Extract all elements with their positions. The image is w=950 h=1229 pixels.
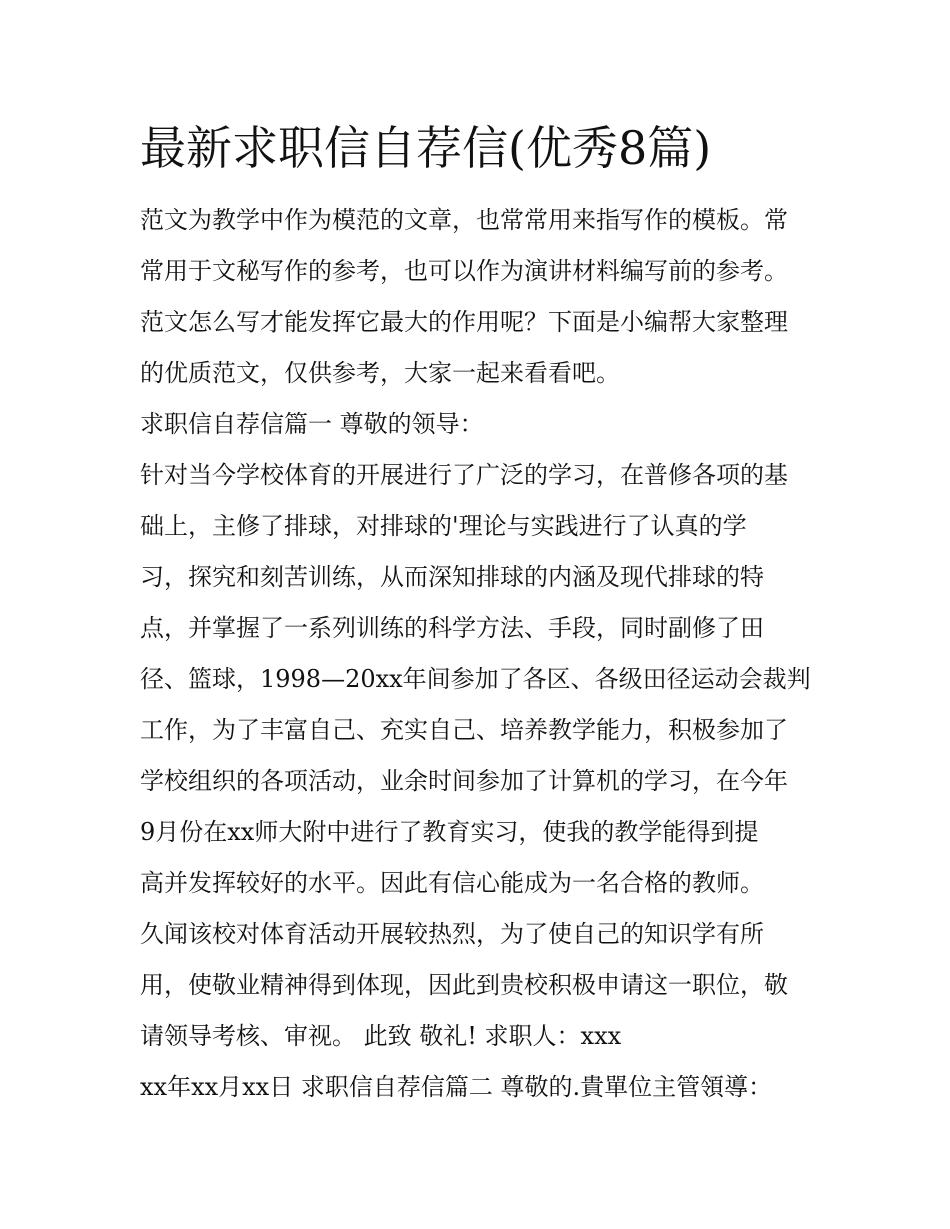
body-line-15: 久闻该校对体育活动开展较热烈，为了使自己的知识学有所 — [140, 920, 764, 948]
body-line-16: 用，使敬业精神得到体现，因此到贵校积极申请这一职位，敬 — [140, 971, 788, 999]
body-line-4: 的优质范文，仅供参考，大家一起来看看吧。 — [140, 359, 620, 387]
body-line-13: 9月份在xx师大附中进行了教育实习，使我的教学能得到提 — [140, 818, 759, 846]
section-heading-1: 求职信自荐信篇一 尊敬的领导： — [140, 410, 484, 438]
body-line-1: 范文为教学中作为模范的文章，也常常用来指写作的模板。常 — [140, 206, 788, 234]
body-line-14: 高并发挥较好的水平。因此有信心能成为一名合格的教师。 — [140, 869, 764, 897]
body-line-18: xx年xx月xx日 求职信自荐信篇二 尊敬的.貴單位主管領導： — [140, 1073, 773, 1101]
body-line-11: 工作，为了丰富自己、充实自己、培养教学能力，积极参加了 — [140, 716, 788, 744]
body-line-9: 点，并掌握了一系列训练的科学方法、手段，同时副修了田 — [140, 614, 764, 642]
document-title: 最新求职信自荐信(优秀8篇) — [140, 121, 712, 175]
body-line-6: 针对当今学校体育的开展进行了广泛的学习，在普修各项的基 — [140, 461, 788, 489]
body-line-17: 请领导考核、审视。 此致 敬礼! 求职人：xxx — [140, 1022, 622, 1050]
body-line-10: 径、篮球，1998—20xx年间参加了各区、各级田径运动会裁判 — [140, 665, 811, 693]
body-line-12: 学校组织的各项活动，业余时间参加了计算机的学习，在今年 — [140, 767, 788, 795]
body-line-7: 础上，主修了排球，对排球的'理论与实践进行了认真的学 — [140, 512, 747, 540]
body-line-2: 常用于文秘写作的参考，也可以作为演讲材料编写前的参考。 — [140, 257, 788, 285]
body-line-8: 习，探究和刻苦训练，从而深知排球的内涵及现代排球的特 — [140, 563, 764, 591]
body-line-3: 范文怎么写才能发挥它最大的作用呢？下面是小编帮大家整理 — [140, 308, 788, 336]
